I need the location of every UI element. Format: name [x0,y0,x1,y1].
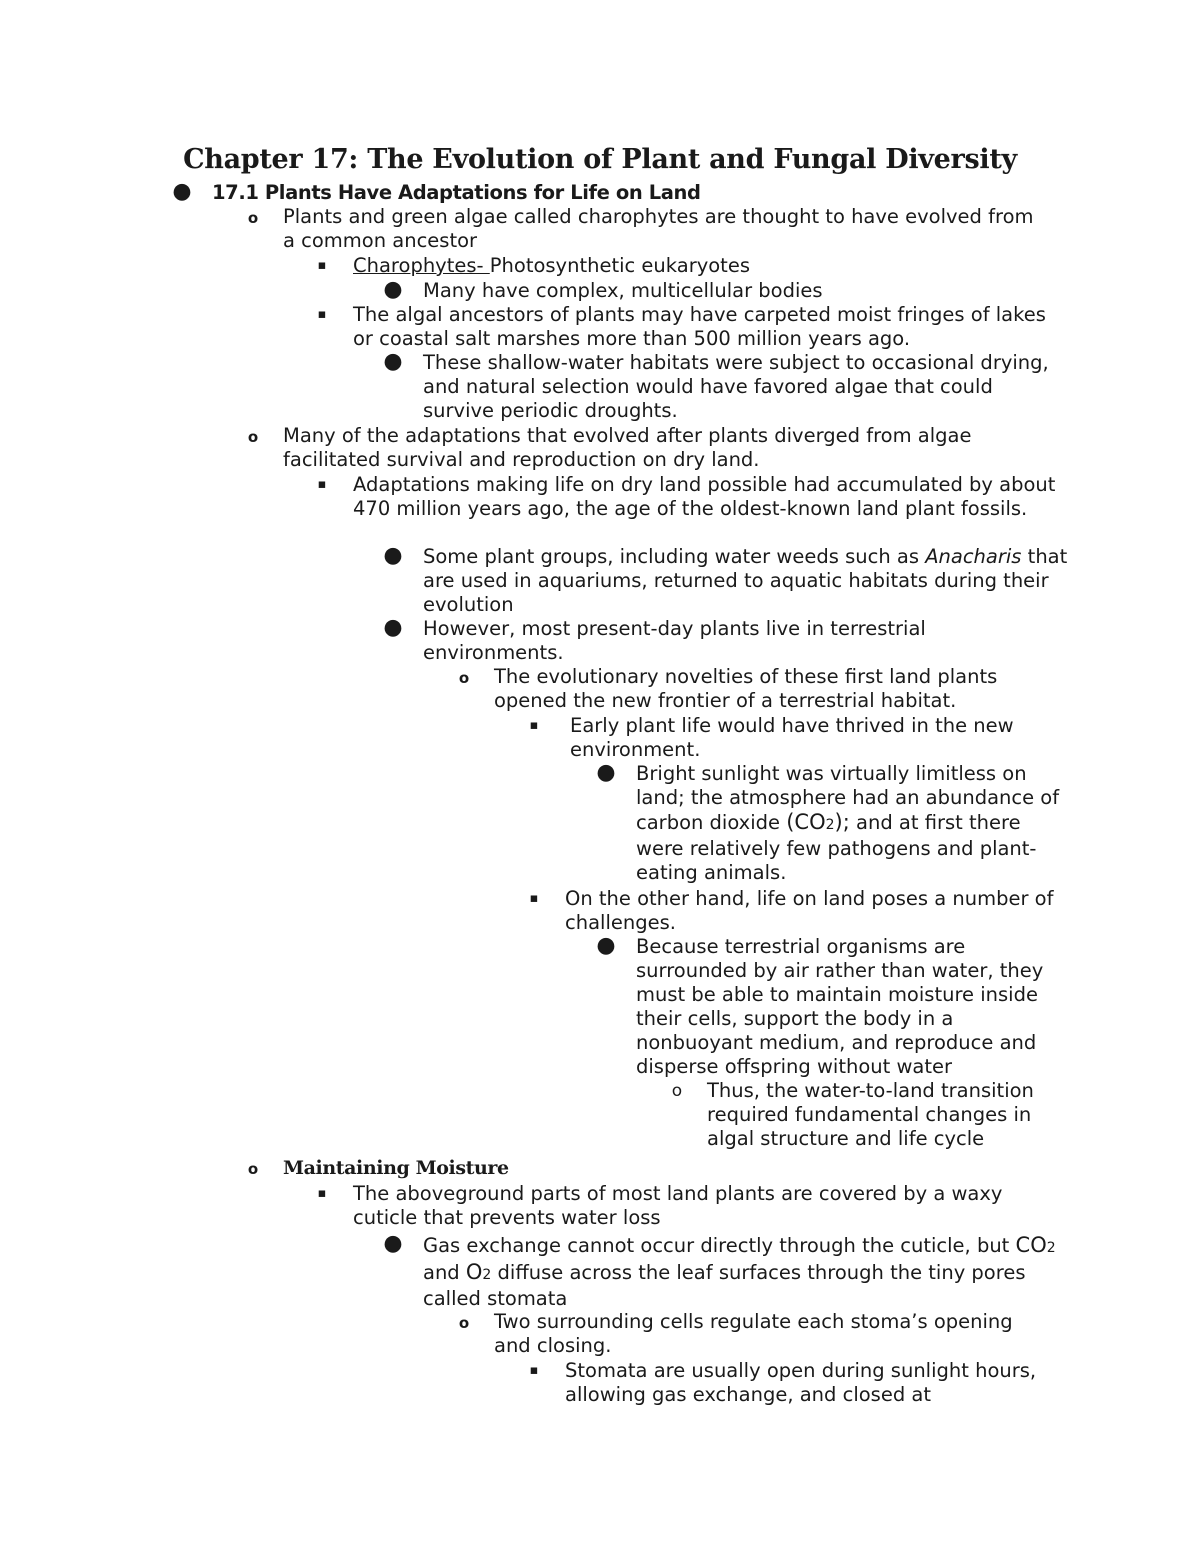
circle-marker: o [247,1160,259,1178]
list-item-text: Two surrounding cells regulate each stoma’s opening and closing. [494,1310,1013,1357]
section-heading-item [172,181,1072,205]
text-part: ); [834,810,850,834]
definition-text: Photosynthetic eukaryotes [489,254,750,277]
term-charophytes: Charophytes- [353,254,490,277]
list-item [243,205,1043,253]
list-item-text: The algal ancestors of plants may have carpeted moist fringes of lakes or coastal salt marshes more than 500 million years ago. [353,303,1046,350]
list-item-text: Because terrestrial organisms are surrounded by air rather than water, they must be able to maintain moisture inside their cells, support the body in a nonbuoyant medium, and reproduce and disperse offspring without water [636,935,1044,1078]
list-item [524,714,1054,762]
circle-marker: o [247,428,259,446]
text-part: (CO [786,810,826,834]
list-item [312,254,1052,278]
list-item-text: On the other hand, life on land poses a number of challenges. [565,887,1054,934]
circle-marker: o [458,669,470,687]
list-item-text: Plants and green algae called charophytes are thought to have evolved from a common ancestor [283,205,1034,252]
square-marker: ▪ [317,1186,327,1201]
list-item [596,935,1066,1079]
list-item-text: However, most present-day plants live in terrestrial environments. [423,617,926,664]
list-item-text: Early plant life would have thrived in the new environment. [570,714,1014,761]
list-item [454,665,1054,713]
italic-term: Anacharis [925,545,1022,568]
text-part: Some plant groups, including water weeds such as [423,545,926,568]
bullet-marker: ● [383,349,403,374]
bullet-marker: ● [383,543,403,568]
bullet-marker: ● [596,760,616,785]
bullet-marker: ● [383,615,403,640]
list-item [243,424,1043,472]
list-item [383,1233,1073,1311]
list-item [312,1182,1072,1230]
list-item [383,351,1063,423]
subscript: 2 [825,817,835,833]
square-marker: ▪ [529,1363,539,1378]
list-item [383,617,1033,665]
list-item [312,303,1052,351]
bullet-marker: ● [383,1231,403,1256]
list-item-text: Stomata are usually open during sunlight hours, allowing gas exchange, and closed at [565,1359,1037,1406]
subscript: 2 [1046,1240,1056,1256]
list-item [524,1359,1054,1407]
chem-formula: O [465,1260,483,1284]
text-part: Gas exchange cannot occur directly through the cuticle, but [423,1234,1016,1257]
list-item-text [423,545,1073,617]
square-marker: ▪ [317,258,327,273]
bullet-marker: ● [596,933,616,958]
text-part: that are used in aquariums, returned to aquatic habitats during their evolution [423,545,1068,616]
list-item [383,545,1073,617]
square-marker: ▪ [317,307,327,322]
list-item-text: Many of the adaptations that evolved after plants diverged from algae facilitated survival and reproduction on dry land. [283,424,972,471]
square-marker: ▪ [529,718,539,733]
chem-formula [786,810,850,834]
bullet-marker: ● [172,179,192,204]
subscript: 2 [482,1267,492,1283]
circle-marker: o [247,209,259,227]
text-part: diffuse across the leaf surfaces through the tiny pores called stomata [423,1261,1026,1310]
square-marker: ▪ [529,891,539,906]
list-item [312,473,1072,521]
list-item [454,1310,1054,1358]
list-item [596,762,1066,885]
text-part: and [423,1261,466,1284]
list-item-text: Many have complex, multicellular bodies [423,279,823,302]
subheading-maintaining-moisture: Maintaining Moisture [283,1157,509,1179]
list-item-text: These shallow-water habitats were subject to occasional drying, and natural selection would have favored algae that could survive periodic droughts. [423,351,1049,422]
list-item [524,887,1064,935]
text-part: and at first there were relatively few pathogens and plant-eating animals. [636,811,1037,884]
chem-formula: CO [1015,1233,1047,1257]
chapter-title: Chapter 17: The Evolution of Plant and Fungal Diversity [183,144,1017,175]
list-item-text: Adaptations making life on dry land possible had accumulated by about 470 million years ago, the age of the oldest-known land plant fossils. [353,473,1056,520]
subheading-item [243,1156,1043,1180]
list-item [383,279,1063,303]
list-item-text: Thus, the water-to-land transition required fundamental changes in algal structure and life cycle [707,1079,1034,1150]
section-heading: 17.1 Plants Have Adaptations for Life on Land [212,181,701,204]
square-marker: ▪ [317,477,327,492]
list-item [667,1079,1067,1151]
circle-marker: o [671,1081,683,1101]
list-item-text: The aboveground parts of most land plants are covered by a waxy cuticle that prevents water loss [353,1182,1003,1229]
list-item-text [353,254,1052,278]
list-item-text [423,1233,1073,1311]
text-part: Bright sunlight was virtually limitless on land; the atmosphere had an abundance of carbon dioxide [636,762,1060,834]
bullet-marker: ● [383,277,403,302]
list-item-text [636,762,1066,885]
list-item-text: The evolutionary novelties of these first land plants opened the new frontier of a terrestrial habitat. [494,665,998,712]
circle-marker: o [458,1314,470,1332]
